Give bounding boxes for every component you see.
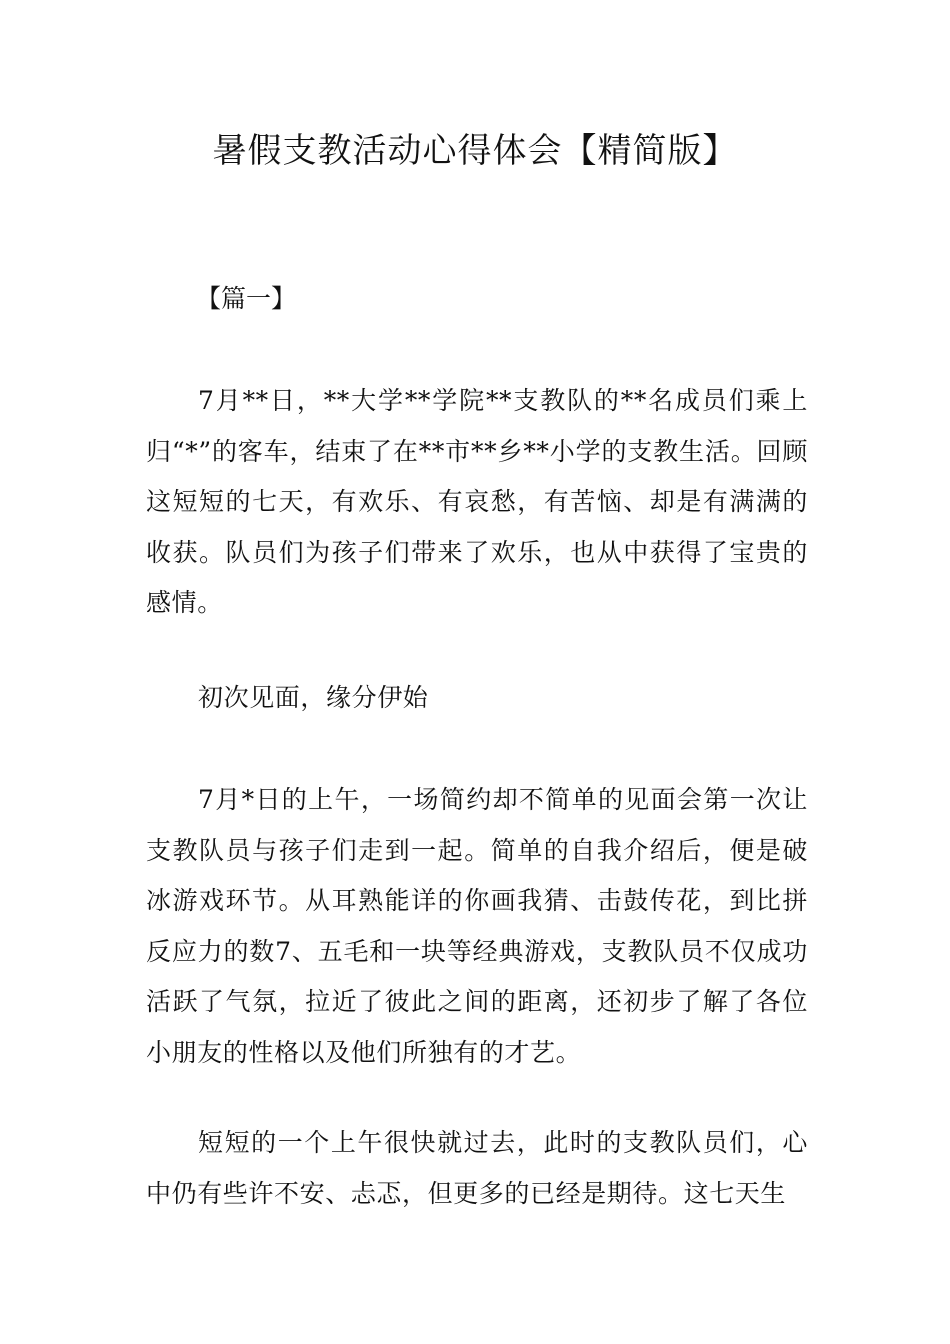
- document-title: 暑假支教活动心得体会【精简版】: [212, 131, 738, 171]
- subheading-first-meeting: 初次见面，缘分伊始: [198, 683, 429, 712]
- paragraph-morning-passed: 短短的一个上午很快就过去，此时的支教队员们，心中仍有些许不安、忐忑，但更多的已经是期待。这七天生: [146, 1128, 808, 1208]
- paragraph-first-meeting: 7月*日的上午，一场简约却不简单的见面会第一次让支教队员与孩子们走到一起。简单的自我介绍后，便是破冰游戏环节。从耳熟能详的你画我猜、击鼓传花，到比拼反应力的数7、五毛和一块等经典游戏，支教队员不仅成功活跃了气氛，拉近了彼此之间的距离，还初步了解了各位小朋友的性格以及他们所独有的才艺。: [146, 785, 808, 1067]
- section-label: 【篇一】: [196, 284, 297, 313]
- paragraph-intro: 7月**日，**大学**学院**支教队的**名成员们乘上归“*”的客车，结束了在**市**乡**小学的支教生活。回顾这短短的七天，有欢乐、有哀愁，有苦恼、却是有满满的收获。队员们为孩子们带来了欢乐，也从中获得了宝贵的感情。: [146, 386, 808, 617]
